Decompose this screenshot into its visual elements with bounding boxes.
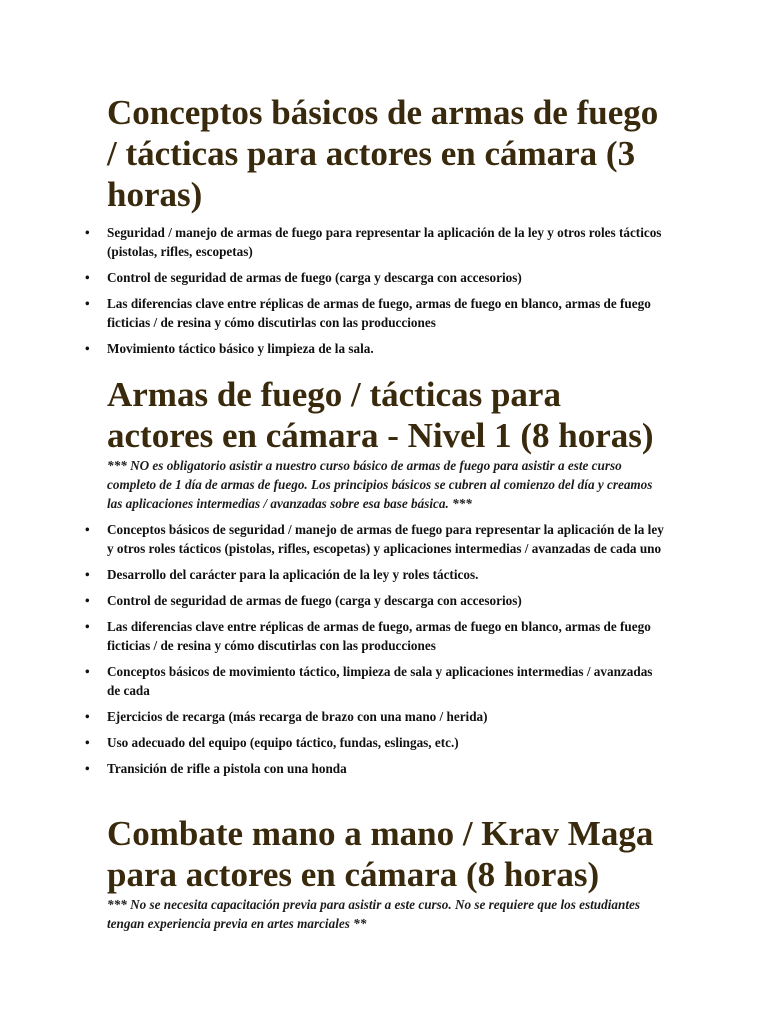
list-item xyxy=(85,339,667,358)
list-item-text: Ejercicios de recarga (más recarga de brazo con una mano / herida) xyxy=(107,709,488,724)
list-item xyxy=(85,268,667,287)
list-item xyxy=(85,591,667,610)
list-item xyxy=(85,520,667,558)
section-basic-firearms xyxy=(85,92,667,365)
bullet-icon: • xyxy=(85,225,90,240)
section-note: *** NO es obligatorio asistir a nuestro curso básico de armas de fuego para asistir a este curso completo de 1 día de armas de fuego. Los principios básicos se cubren al comienzo del día y creamos las aplicaciones intermedias / avanzadas sobre esa base básica. *** xyxy=(107,458,653,511)
list-item-text: Movimiento táctico básico y limpieza de la sala. xyxy=(107,341,374,356)
list-item-text: Conceptos básicos de movimiento táctico, limpieza de sala y aplicaciones intermedias / avanzadas de cada xyxy=(107,664,653,698)
bullet-icon: • xyxy=(85,522,90,537)
bullet-list xyxy=(85,520,667,778)
list-item-text: Las diferencias clave entre réplicas de armas de fuego, armas de fuego en blanco, armas de fuego ficticias / de resina y cómo discutirlas con las producciones xyxy=(107,619,651,653)
list-item-text: Transición de rifle a pistola con una honda xyxy=(107,761,347,776)
bullet-icon: • xyxy=(85,341,90,356)
list-item-text: Control de seguridad de armas de fuego (carga y descarga con accesorios) xyxy=(107,270,522,285)
list-item-text: Seguridad / manejo de armas de fuego para representar la aplicación de la ley y otros roles tácticos (pistolas, rifles, escopetas) xyxy=(107,225,662,259)
section-firearms-level-1 xyxy=(85,374,667,785)
list-item-text: Desarrollo del carácter para la aplicación de la ley y roles tácticos. xyxy=(107,567,479,582)
bullet-icon: • xyxy=(85,593,90,608)
list-item-text: Conceptos básicos de seguridad / manejo de armas de fuego para representar la aplicación de la ley y otros roles tácticos (pistolas, rifles, escopetas) y aplicaciones intermedias / avanzadas de cada uno xyxy=(107,522,664,556)
section-heading: Combate mano a mano / Krav Maga para actores en cámara (8 horas) xyxy=(107,814,654,894)
bullet-icon: • xyxy=(85,761,90,776)
bullet-icon: • xyxy=(85,567,90,582)
list-item xyxy=(85,565,667,584)
list-item xyxy=(85,707,667,726)
bullet-icon: • xyxy=(85,296,90,311)
bullet-icon: • xyxy=(85,735,90,750)
list-item-text: Uso adecuado del equipo (equipo táctico, fundas, eslingas, etc.) xyxy=(107,735,459,750)
list-item xyxy=(85,733,667,752)
list-item xyxy=(85,294,667,332)
list-item xyxy=(85,223,667,261)
list-item xyxy=(85,759,667,778)
bullet-icon: • xyxy=(85,709,90,724)
list-item-text: Las diferencias clave entre réplicas de armas de fuego, armas de fuego en blanco, armas de fuego ficticias / de resina y cómo discutirlas con las producciones xyxy=(107,296,651,330)
section-heading: Conceptos básicos de armas de fuego / tácticas para actores en cámara (3 horas) xyxy=(107,93,659,214)
section-krav-maga xyxy=(107,813,667,933)
list-item-text: Control de seguridad de armas de fuego (carga y descarga con accesorios) xyxy=(107,593,522,608)
bullet-icon: • xyxy=(85,664,90,679)
bullet-icon: • xyxy=(85,270,90,285)
bullet-icon: • xyxy=(85,619,90,634)
list-item xyxy=(85,617,667,655)
section-note: *** No se necesita capacitación previa para asistir a este curso. No se requiere que los estudiantes tengan experiencia previa en artes marciales ** xyxy=(107,897,640,931)
bullet-list xyxy=(85,223,667,358)
list-item xyxy=(85,662,667,700)
section-heading: Armas de fuego / tácticas para actores en cámara - Nivel 1 (8 horas) xyxy=(107,375,654,455)
